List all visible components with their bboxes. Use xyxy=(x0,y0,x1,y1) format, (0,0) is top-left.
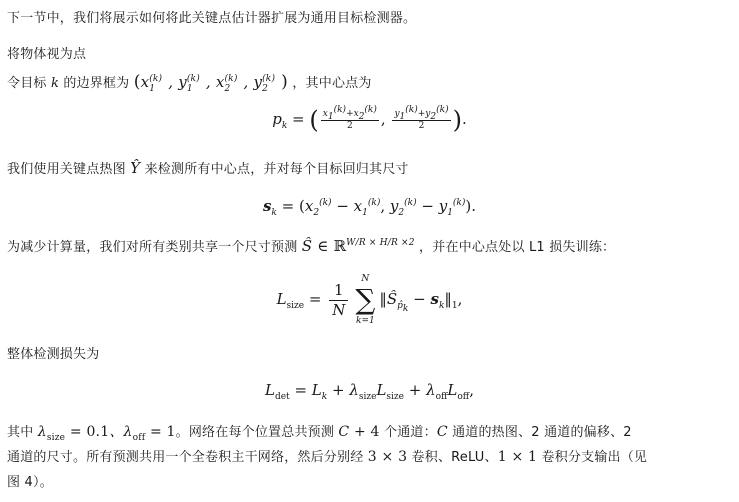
final-prefix: 其中 xyxy=(7,425,34,440)
center-point-equation: $p_k$ = ( $\frac{x_1^{(k)}+x_2^{(k)}}{2}$ , $\frac{y_1^{(k)}+y_2^{(k)}}{2}$ ). xyxy=(272,104,467,134)
bbox-suffix: ，其中心点为 xyxy=(292,76,372,91)
final-line2-a: 通道的尺寸。所有预测共用一个全卷积主干网络，然后分别经 xyxy=(7,450,364,465)
size-equation: $s_k = (x_2^{(k)} - x_1^{(k)}$, $y_2^{(k)} - y_1^{(k)}$). xyxy=(262,197,477,218)
heatmap-prefix: 我们使用关键点热图 xyxy=(7,162,126,177)
total-loss-heading: 整体检测损失为 xyxy=(7,347,100,362)
section-heading: 将物体视为点 xyxy=(7,47,87,62)
final-mid3: 通道的热图、2 通道的偏移、2 xyxy=(452,425,632,440)
final-mid1: 。网络在每个位置总共预测 xyxy=(175,425,335,440)
math-1x1: 1 × 1 xyxy=(497,449,538,465)
math-channels: C + 4 xyxy=(338,424,380,440)
heatmap-sentence xyxy=(7,160,409,178)
final-line2-b: 卷积、ReLU、 xyxy=(411,450,498,465)
heatmap-suffix: 来检测所有中心点，并对每个目标回归其尺寸 xyxy=(144,162,409,177)
math-k: k xyxy=(50,76,60,91)
size-loss-equation: $L_{size}$ = $\frac{1}{N}$ N ∑ k=1 $‖Ŝ_{p̂_k}$ − $s_k‖_1$, xyxy=(276,274,463,326)
size-prediction-sentence xyxy=(7,238,615,256)
math-bbox-tuple: ($x_1^{(k)}$ , $y_1^{(k)}$ , $x_2^{(k)}$ , $y_2^{(k)}$ ) xyxy=(133,72,289,94)
math-3x3: 3 × 3 xyxy=(367,449,408,465)
math-s-hat-space: Ŝ ∈ ℝ$^{W/R \times H/R \times 2}$ xyxy=(301,237,415,255)
final-line2-c: 卷积分支输出（见 xyxy=(541,450,648,465)
math-lambda-values: $\lambda_{size} = 0.1$、$\lambda_{off} = 1$ xyxy=(37,424,176,443)
math-y-hat: Ŷ xyxy=(130,159,141,177)
final-paragraph-line2 xyxy=(7,449,647,466)
final-paragraph-line3: 图 4）。 xyxy=(7,475,53,490)
size-suffix: ，并在中心点处以 L1 损失训练： xyxy=(419,240,616,255)
bbox-prefix: 令目标 xyxy=(7,76,47,91)
bbox-mid: 的边界框为 xyxy=(63,76,130,91)
bbox-definition xyxy=(7,71,372,95)
final-paragraph-line1 xyxy=(7,424,632,441)
total-loss-equation: $L_{det} = L_k + \lambda_{size}L_{size} + \lambda_{off}L_{off}$, xyxy=(265,381,474,402)
final-mid2: 个通道： xyxy=(384,425,437,440)
intro-text: 下一节中，我们将展示如何将此关键点估计器扩展为通用目标检测器。 xyxy=(7,11,417,26)
size-prefix: 为减少计算量，我们对所有类别共享一个尺寸预测 xyxy=(7,240,298,255)
math-c: C xyxy=(436,424,448,440)
